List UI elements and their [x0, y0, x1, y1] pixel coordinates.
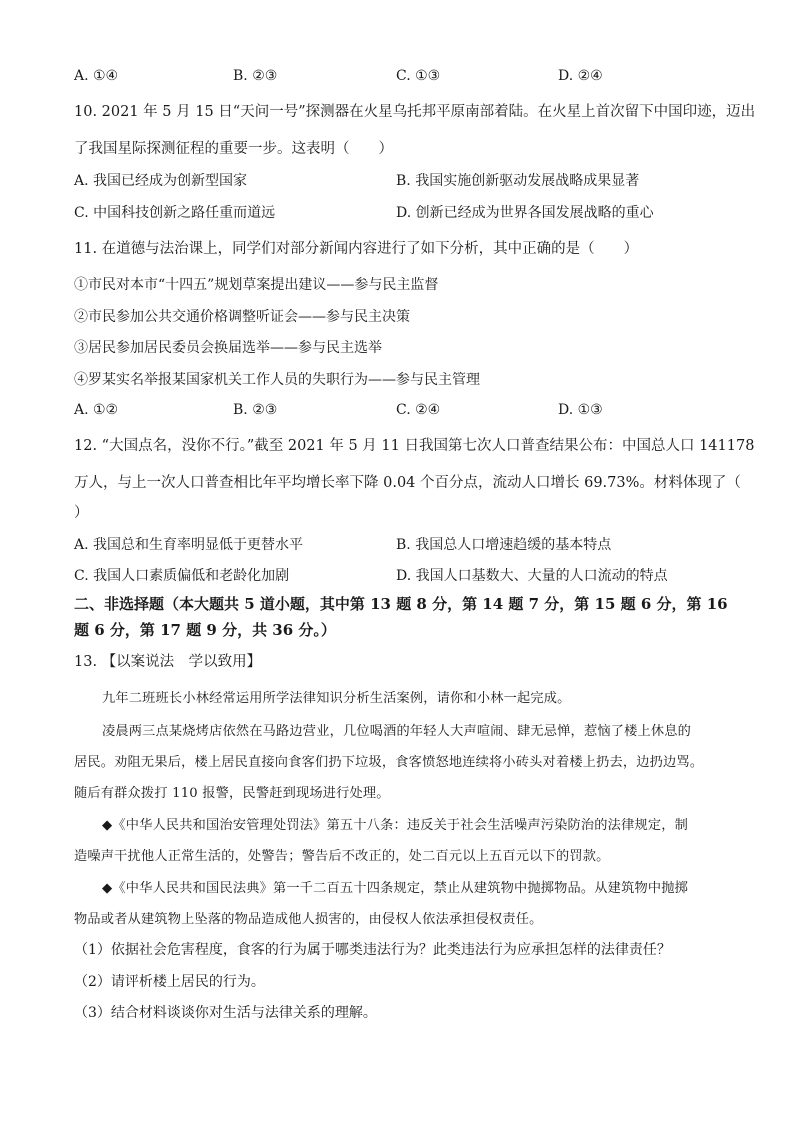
q13-case-line1: 凌晨两三点某烧烤店依然在马路边营业，几位喝酒的年轻人大声喧闹、肆无忌惮，惹恼了楼上休息的	[102, 724, 692, 739]
section2-heading-line2: 题 6 分，第 17 题 9 分，共 36 分。）	[74, 621, 336, 639]
q11-item-2: ②市民参加公共交通价格调整听证会——参与民主决策	[74, 309, 410, 325]
q13-law1-line2: 造噪声干扰他人正常生活的，处警告；警告后不改正的，处二百元以上五百元以下的罚款。	[74, 849, 610, 864]
q13-case-line3: 随后有群众拨打 110 报警，民警赶到现场进行处理。	[74, 786, 390, 801]
q12-stem-line2: 万人，与上一次人口普查相比年平均增长率下降 0.04 个百分点，流动人口增长 69.73%。材料体现了（	[74, 475, 741, 491]
q9-option-c: C. ①③	[396, 68, 441, 84]
q13-subquestion-1: （1）依据社会危害程度，食客的行为属于哪类违法行为？此类违法行为应承担怎样的法律责任？	[74, 942, 671, 958]
q12-option-b: B. 我国总人口增速趋缓的基本特点	[396, 537, 612, 553]
q13-case-line2: 居民。劝阻无果后，楼上居民直接向食客们扔下垃圾，食客愤怒地连续将小砖头对着楼上扔去，边扔边骂。	[74, 755, 704, 770]
q10-option-d: D. 创新已经成为世界各国发展战略的重心	[396, 205, 654, 221]
q12-option-a: A. 我国总和生育率明显低于更替水平	[74, 537, 304, 553]
q11-option-a: A. ①②	[74, 402, 119, 418]
q11-option-c: C. ②④	[396, 402, 441, 418]
q11-option-d: D. ①③	[558, 402, 603, 418]
q12-stem-line3: ）	[74, 505, 89, 521]
q12-option-d: D. 我国人口基数大、大量的人口流动的特点	[396, 568, 668, 584]
section2-heading-line1: 二、非选择题（本大题共 5 道小题，其中第 13 题 8 分，第 14 题 7 分，第 15 题 6 分，第 16	[74, 595, 728, 613]
q13-law1-line1: ◆《中华人民共和国治安管理处罚法》第五十八条：违反关于社会生活噪声污染防治的法律规定，制	[102, 818, 689, 833]
q11-option-b: B. ②③	[233, 402, 278, 418]
q13-heading: 13. 【以案说法 学以致用】	[74, 654, 262, 670]
q11-item-1: ①市民对本市“十四五”规划草案提出建议——参与民主监督	[74, 277, 439, 293]
q9-option-b: B. ②③	[233, 68, 278, 84]
q13-law2-line1: ◆《中华人民共和国民法典》第一千二百五十四条规定，禁止从建筑物中抛掷物品。从建筑物中抛掷	[102, 881, 689, 896]
q11-item-3: ③居民参加居民委员会换届选举——参与民主选举	[74, 340, 382, 356]
q10-option-b: B. 我国实施创新驱动发展战略成果显著	[396, 173, 640, 189]
q13-subquestion-2: （2）请评析楼上居民的行为。	[74, 974, 265, 990]
q12-option-c: C. 我国人口素质偏低和老龄化加剧	[74, 568, 290, 584]
q10-option-c: C. 中国科技创新之路任重而道远	[74, 205, 276, 221]
q10-stem-line2: 了我国星际探测征程的重要一步。这表明（ ）	[74, 141, 393, 157]
q10-stem-line1: 10. 2021 年 5 月 15 日“天问一号”探测器在火星乌托邦平原南部着陆。在火星上首次留下中国印迹，迈出	[74, 104, 756, 120]
q9-option-a: A. ①④	[74, 68, 119, 84]
q11-item-4: ④罗某实名举报某国家机关工作人员的失职行为——参与民主管理	[74, 372, 480, 388]
q11-stem: 11. 在道德与法治课上，同学们对部分新闻内容进行了如下分析，其中正确的是（ ）	[74, 241, 639, 257]
q13-subquestion-3: （3）结合材料谈谈你对生活与法律关系的理解。	[74, 1005, 377, 1021]
q12-stem-line1: 12. “大国点名，没你不行。”截至 2021 年 5 月 11 日我国第七次人口普查结果公布：中国总人口 141178	[74, 438, 755, 454]
q13-law2-line2: 物品或者从建筑物上坠落的物品造成他人损害的，由侵权人依法承担侵权责任。	[74, 912, 543, 927]
q9-option-d: D. ②④	[558, 68, 603, 84]
q13-intro: 九年二班班长小林经常运用所学法律知识分析生活案例，请你和小林一起完成。	[102, 691, 571, 706]
q10-option-a: A. 我国已经成为创新型国家	[74, 173, 248, 189]
